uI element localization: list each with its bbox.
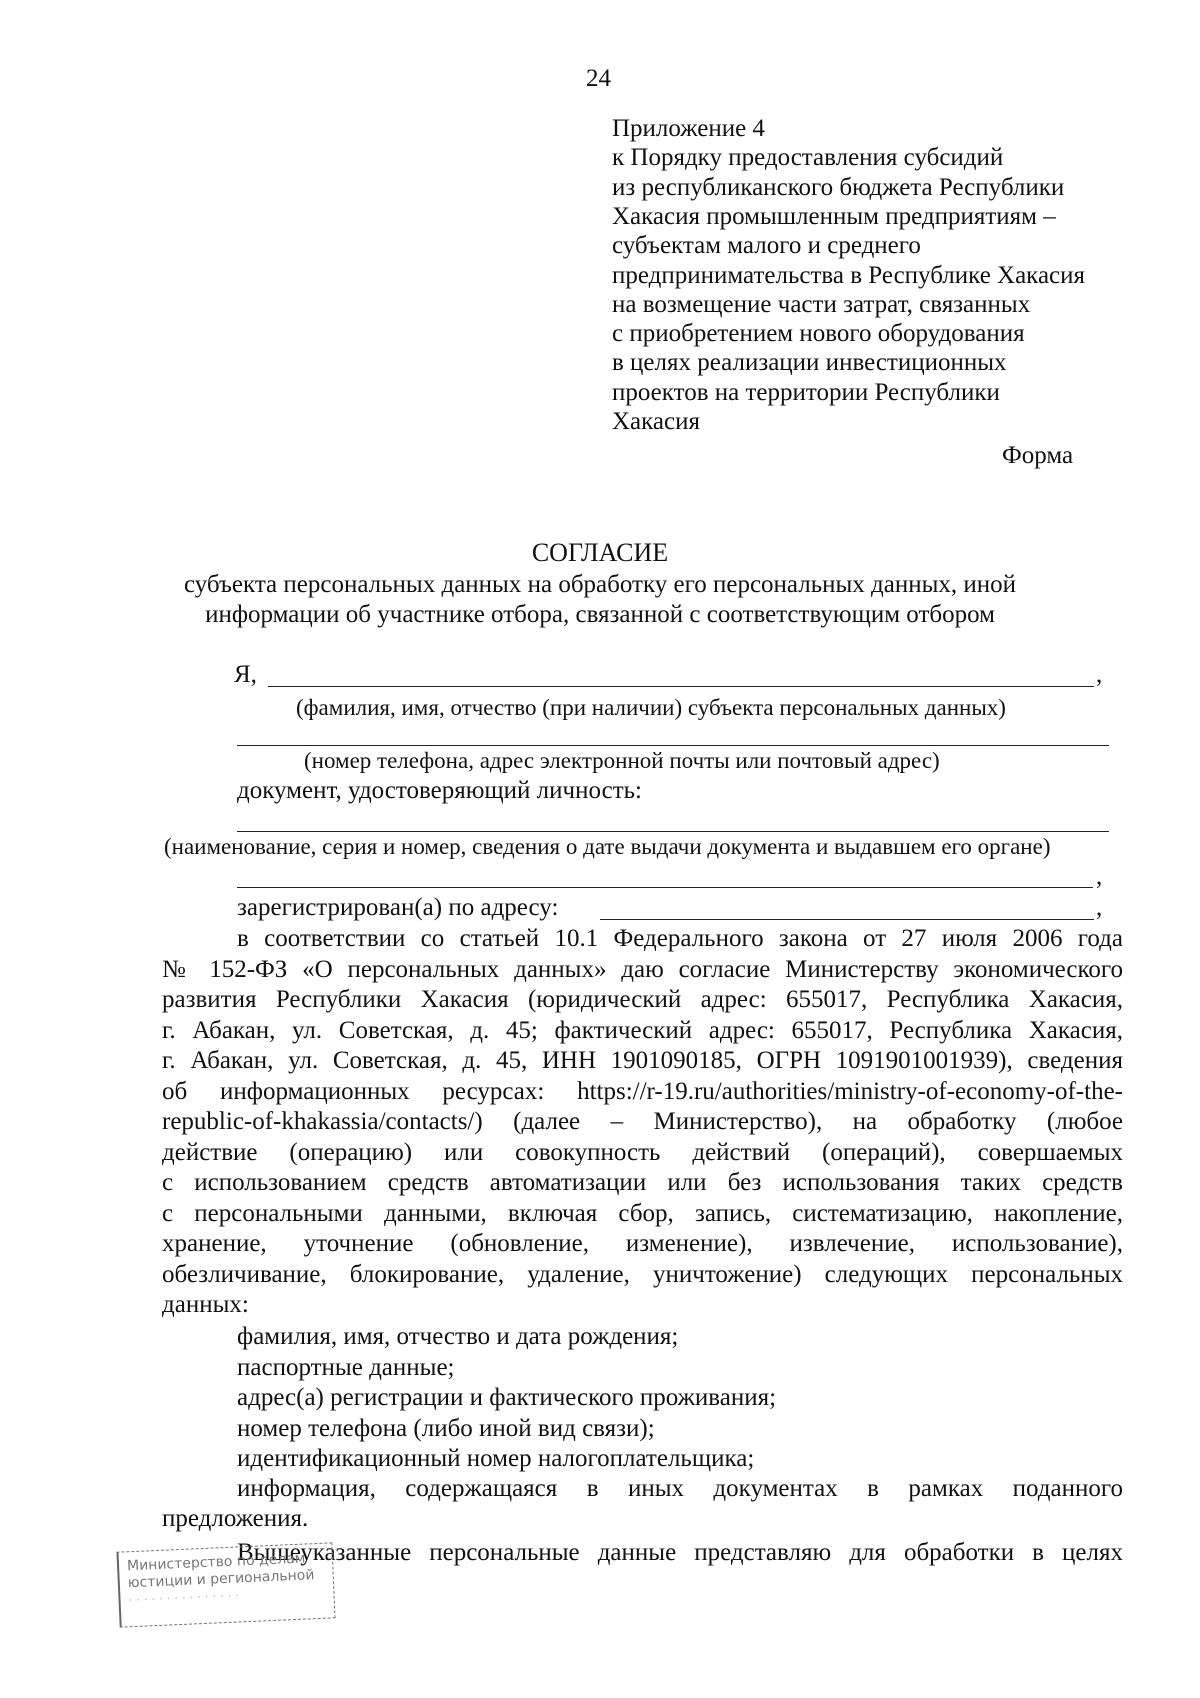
contact-input-line[interactable] — [237, 745, 1109, 746]
personal-data-item: адрес(а) регистрации и фактического проживания; — [237, 1384, 777, 1411]
consent-body-line: развития Республики Хакасия (юридический адрес: 655017, Республика Хакасия, — [162, 986, 1123, 1013]
registered-label: зарегистрирован(а) по адресу: — [237, 894, 559, 921]
consent-body-line: в соответствии со статьей 10.1 Федерального закона от 27 июля 2006 года — [237, 925, 1123, 952]
final-line: Вышеуказанные персональные данные представляю для обработки в целях — [237, 1539, 1123, 1566]
consent-body-line: хранение, уточнение (обновление, изменение), извлечение, использование), — [162, 1230, 1123, 1257]
appendix-line: Хакасия — [612, 408, 700, 435]
document-input-line-2[interactable] — [237, 887, 1093, 888]
stamp-line-2: юстиции и региональной — [127, 1567, 315, 1592]
fio-input-line[interactable] — [268, 686, 1094, 687]
fio-comma: , — [1096, 661, 1103, 688]
appendix-line: на возмещение части затрат, связанных — [612, 290, 1031, 318]
form-label: Форма — [1002, 442, 1074, 469]
info-line: информация, содержащаяся в иных документах в рамках поданного — [237, 1475, 1123, 1502]
consent-body-line: с использованием средств автоматизации или без использования таких средств — [162, 1169, 1123, 1196]
document-comma: , — [1096, 863, 1103, 890]
subtitle-line-1: субъекта персональных данных на обработку его персональных данных, иной — [183, 571, 1017, 598]
appendix-line: в целях реализации инвестиционных — [612, 349, 1007, 377]
appendix-line: с приобретением нового оборудования — [612, 320, 1025, 348]
appendix-line: к Порядку предоставления субсидий — [612, 144, 1004, 172]
appendix-line: предпринимательства в Республике Хакасия — [612, 261, 1086, 289]
consent-body-line: г. Абакан, ул. Советская, д. 45, ИНН 1901090185, ОГРН 1091901001939), сведения — [162, 1047, 1123, 1074]
consent-body-line: republic-of-khakassia/contacts/) (далее – Министерство), на обработку (любое — [162, 1108, 1123, 1135]
document-input-line[interactable] — [237, 831, 1109, 832]
personal-data-item: паспортные данные; — [237, 1353, 455, 1381]
stamp-line-1: Министерство по делам — [126, 1550, 306, 1575]
consent-body-line: г. Абакан, ул. Советская, д. 45; фактический адрес: 655017, Республика Хакасия, — [162, 1016, 1123, 1044]
consent-body-line: действие (операцию) или совокупность действий (операций), совершаемых — [162, 1138, 1123, 1166]
address-comma: , — [1096, 894, 1103, 921]
appendix-line: субъектам малого и среднего — [612, 232, 921, 260]
info-last-line: предложения. — [162, 1505, 309, 1532]
address-input-line[interactable] — [600, 919, 1094, 920]
appendix-line: проектов на территории Республики — [612, 378, 1000, 406]
document-label: документ, удостоверяющий личность: — [237, 777, 642, 804]
subtitle-line-2: информации об участнике отбора, связанной с соответствующим отбором — [205, 601, 995, 628]
consent-body-last-line: данных: — [162, 1291, 249, 1318]
consent-body-line: обезличивание, блокирование, удаление, уничтожение) следующих персональных — [162, 1260, 1123, 1288]
appendix-line: из республиканского бюджета Республики — [612, 173, 1065, 201]
registration-stamp — [116, 1542, 335, 1627]
document-caption: (наименование, серия и номер, сведения о дате выдачи документа и выдавшем его органе) — [164, 834, 1051, 859]
page-number: 24 — [586, 65, 611, 92]
appendix-line: Приложение 4 — [612, 115, 765, 142]
contact-caption: (номер телефона, адрес электронной почты или почтовый адрес) — [304, 748, 940, 773]
appendix-line: Хакасия промышленным предприятиям – — [612, 202, 1056, 230]
personal-data-item: номер телефона (либо иной вид связи); — [237, 1414, 655, 1442]
document-title: СОГЛАСИЕ — [531, 538, 669, 567]
consent-body-line: № 152-ФЗ «О персональных данных» даю согласие Министерству экономического — [162, 955, 1123, 983]
stamp-illegible: · · · · · · · · · · · · · · · — [128, 1588, 240, 1608]
consent-body-line: об информационных ресурсах: https://r-19.ru/authorities/ministry-of-economy-of-the- — [162, 1077, 1123, 1105]
ya-label: Я, — [234, 661, 257, 688]
fio-caption: (фамилия, имя, отчество (при наличии) субъекта персональных данных) — [296, 695, 1006, 720]
personal-data-item: идентификационный номер налогоплательщика; — [237, 1445, 755, 1472]
consent-body-line: с персональными данными, включая сбор, запись, систематизацию, накопление, — [162, 1199, 1123, 1227]
personal-data-item: фамилия, имя, отчество и дата рождения; — [237, 1323, 679, 1350]
